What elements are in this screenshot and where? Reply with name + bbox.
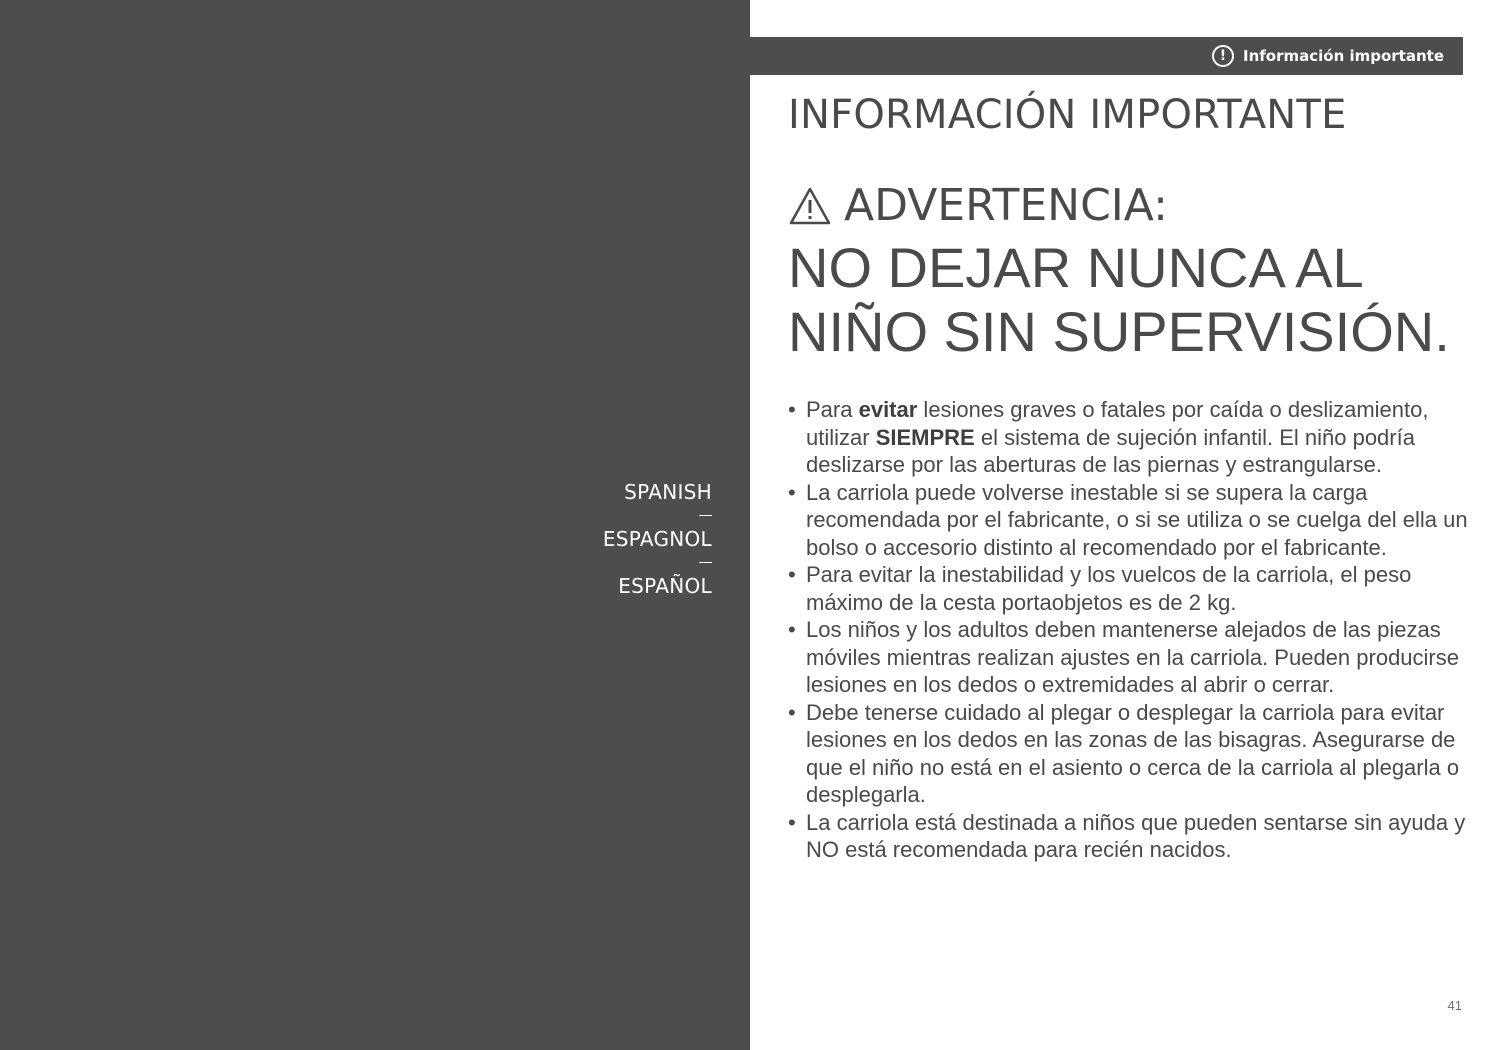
bullet-item: [788, 396, 1468, 479]
page-title: INFORMACIÓN IMPORTANTE: [788, 92, 1347, 138]
language-list: [603, 478, 712, 600]
language-separator: [699, 515, 712, 516]
bullet-emphasis: evitar: [858, 397, 918, 422]
bullet-item: • La carriola está destinada a niños que pueden sentarse sin ayuda y NO está recomendada para recién nacidos.: [788, 809, 1468, 864]
bullet-text: lesiones graves o fatales por caída o deslizamiento, utilizar: [806, 397, 1429, 450]
warning-label: ADVERTENCIA:: [844, 180, 1168, 231]
warning-triangle-icon: [788, 186, 832, 226]
bullet-text: el sistema de sujeción infantil. El niño podría deslizarse por las aberturas de las piernas y estrangularse.: [806, 424, 1415, 477]
section-header-label: Información importante: [1242, 47, 1444, 65]
bullet-text: Para: [806, 397, 859, 422]
warning-message-line-1: NO DEJAR NUNCA AL: [788, 236, 1364, 299]
bullet-item: • Para evitar la inestabilidad y los vuelcos de la carriola, el peso máximo de la cesta portaobjetos es de 2 kg.: [788, 561, 1468, 616]
bullet-item: • Los niños y los adultos deben mantenerse alejados de las piezas móviles mientras realizan ajustes en la carriola. Pueden producirse lesiones en los dedos o extremidades al abrir o cerrar.: [788, 616, 1468, 699]
language-separator: [699, 562, 712, 563]
bullet-item: • Debe tenerse cuidado al plegar o desplegar la carriola para evitar lesiones en los dedos en las zonas de las bisagras. Asegurarse de que el niño no está en el asiento o cerca de la carriola al plegarla o desplegarla.: [788, 699, 1468, 809]
page-number: 41: [1447, 998, 1462, 1013]
language-english: SPANISH: [624, 480, 712, 504]
bullet-item: • La carriola puede volverse inestable si se supera la carga recomendada por el fabricante, o si se utiliza o se cuelga del ella un bolso o accesorio distinto al recomendado por el fabricante.: [788, 479, 1468, 562]
language-spanish: ESPAÑOL: [618, 574, 712, 598]
warning-heading: [788, 180, 1168, 231]
warning-bullet-list: [788, 396, 1468, 864]
exclamation-circle-icon: !: [1212, 45, 1234, 67]
section-header-bar: [750, 37, 1463, 75]
bullet-emphasis: SIEMPRE: [875, 424, 975, 450]
language-french: ESPAGNOL: [602, 527, 712, 551]
warning-message-line-2: NIÑO SIN SUPERVISIÓN.: [788, 300, 1450, 363]
